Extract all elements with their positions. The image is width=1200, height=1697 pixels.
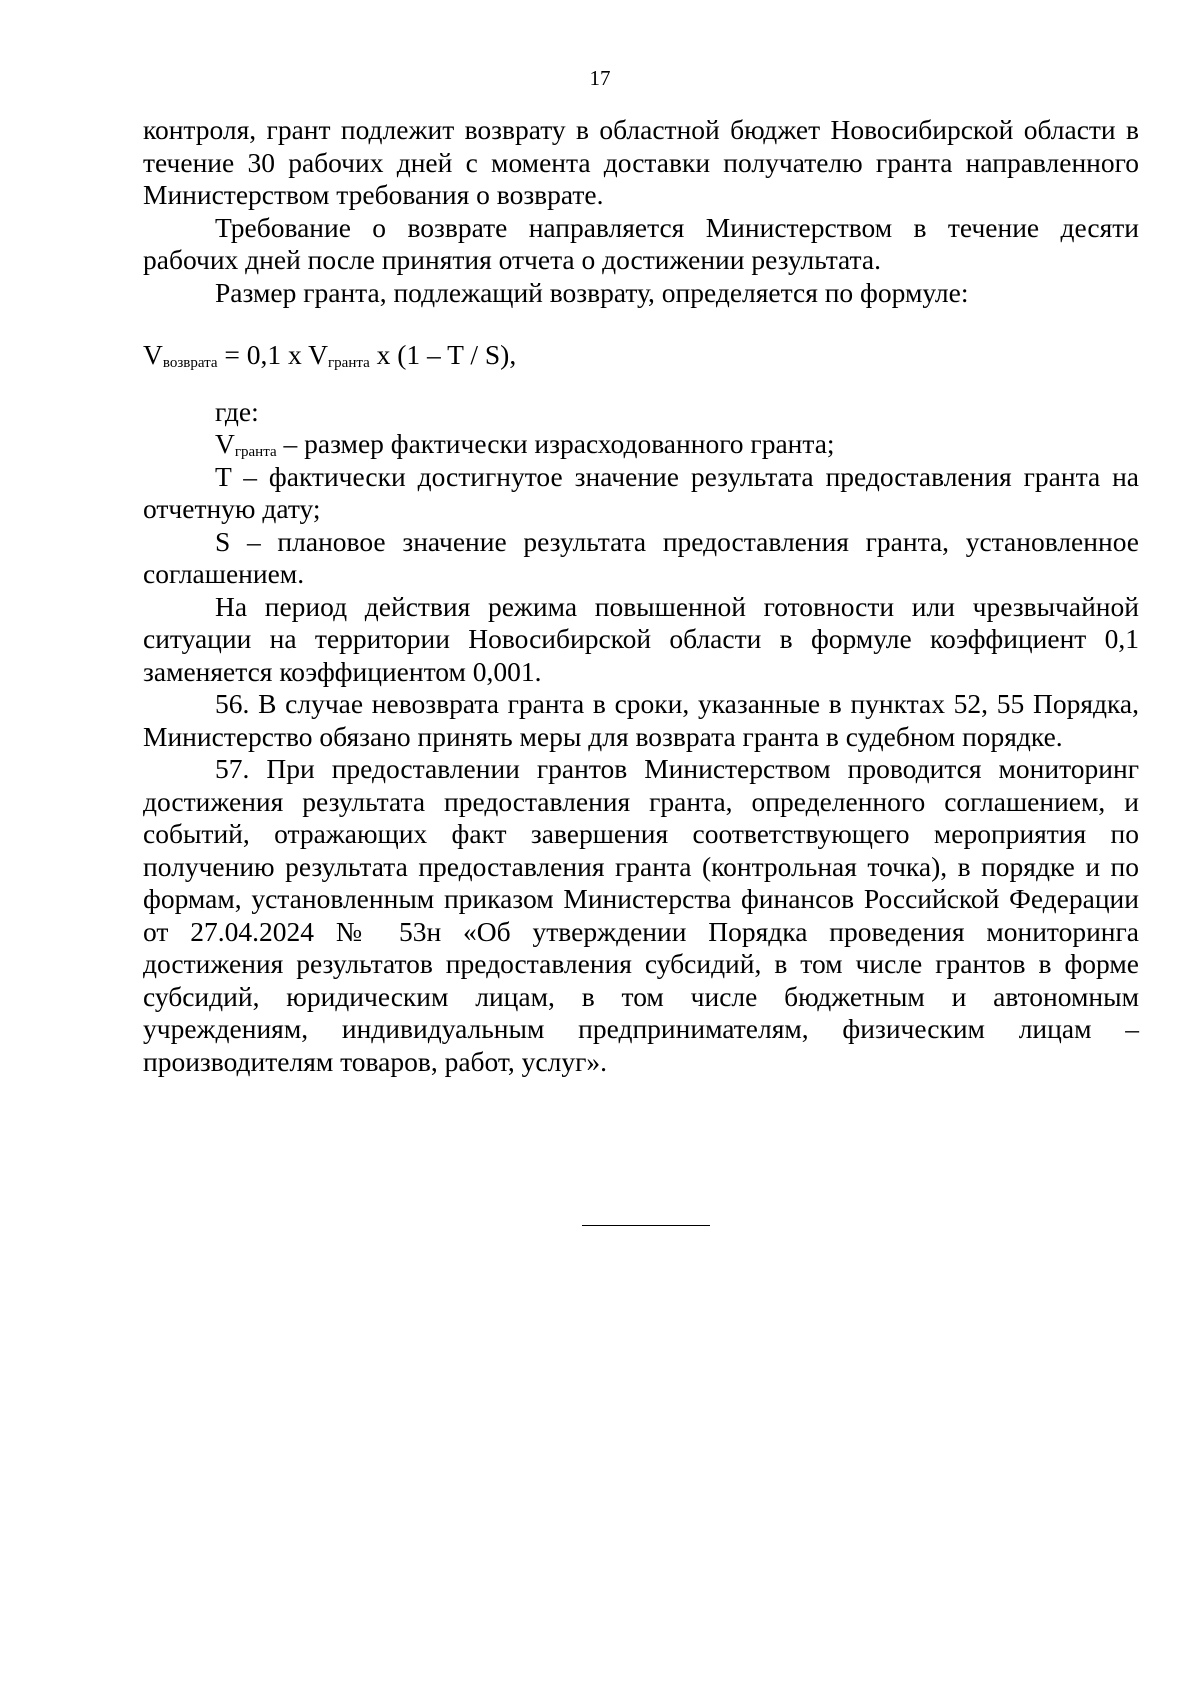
return-formula xyxy=(143,339,1139,372)
paragraph-56: 56. В случае невозврата гранта в сроки, указанные в пунктах 52, 55 Порядка, Министерство обязано принять меры для возврата гранта в судебном порядке. xyxy=(143,688,1139,752)
formula-middle: = 0,1 x V xyxy=(217,339,329,370)
definition-s: S – плановое значение результата предоставления гранта, установленное соглашением. xyxy=(143,525,1139,589)
definition-v-grant xyxy=(143,428,1139,461)
paragraph-return-request: Требование о возврате направляется Министерством в течение десяти рабочих дней после принятия отчета о достижении результата. xyxy=(143,211,1139,275)
definition-t: T – фактически достигнутое значение результата предоставления гранта на отчетную дату; xyxy=(143,460,1139,524)
paragraph-formula-intro: Размер гранта, подлежащий возврату, определяется по формуле: xyxy=(215,276,969,308)
end-divider-line xyxy=(582,1225,710,1226)
paragraph-return-term: контроля, грант подлежит возврату в областной бюджет Новосибирской области в течение 30 рабочих дней с момента доставки получателю гранта направленного Министерством требования о возврате. xyxy=(143,114,1139,210)
formula-sub-return: возврата xyxy=(162,355,218,371)
page-number: 17 xyxy=(589,66,611,90)
formula-sub-grant: гранта xyxy=(328,355,370,371)
document-body xyxy=(143,114,1139,1078)
paragraph-emergency-coefficient: На период действия режима повышенной готовности или чрезвычайной ситуации на территории Новосибирской области в формуле коэффициент 0,1 заменяется коэффициентом 0,001. xyxy=(143,590,1139,687)
formula-v1: V xyxy=(143,339,163,370)
paragraph-57: 57. При предоставлении грантов Министерством проводится мониторинг достижения результата предоставления гранта, определенного соглашением, и событий, отражающих факт завершения соответствующего мероприятия по получению результата предоставления гранта (контрольная точка), в порядке и по формам, установленным приказом Министерства финансов Российской Федерации от 27.04.2024 № 53н «Об утверждении Порядка проведения мониторинга достижения результатов предоставления субсидий, в том числе грантов в форме субсидий, юридическим лицам, в том числе бюджетным и автономным учреждениям, индивидуальным предпринимателям, физическим лицам – производителям товаров, работ, услуг». xyxy=(143,753,1139,1077)
formula-tail: x (1 – T / S), xyxy=(369,339,517,370)
where-label: где: xyxy=(215,395,259,427)
definition-v-sub: гранта xyxy=(234,444,277,460)
definition-v-symbol: V xyxy=(215,428,235,459)
definition-v-text: – размер фактически израсходованного гранта; xyxy=(276,428,835,459)
